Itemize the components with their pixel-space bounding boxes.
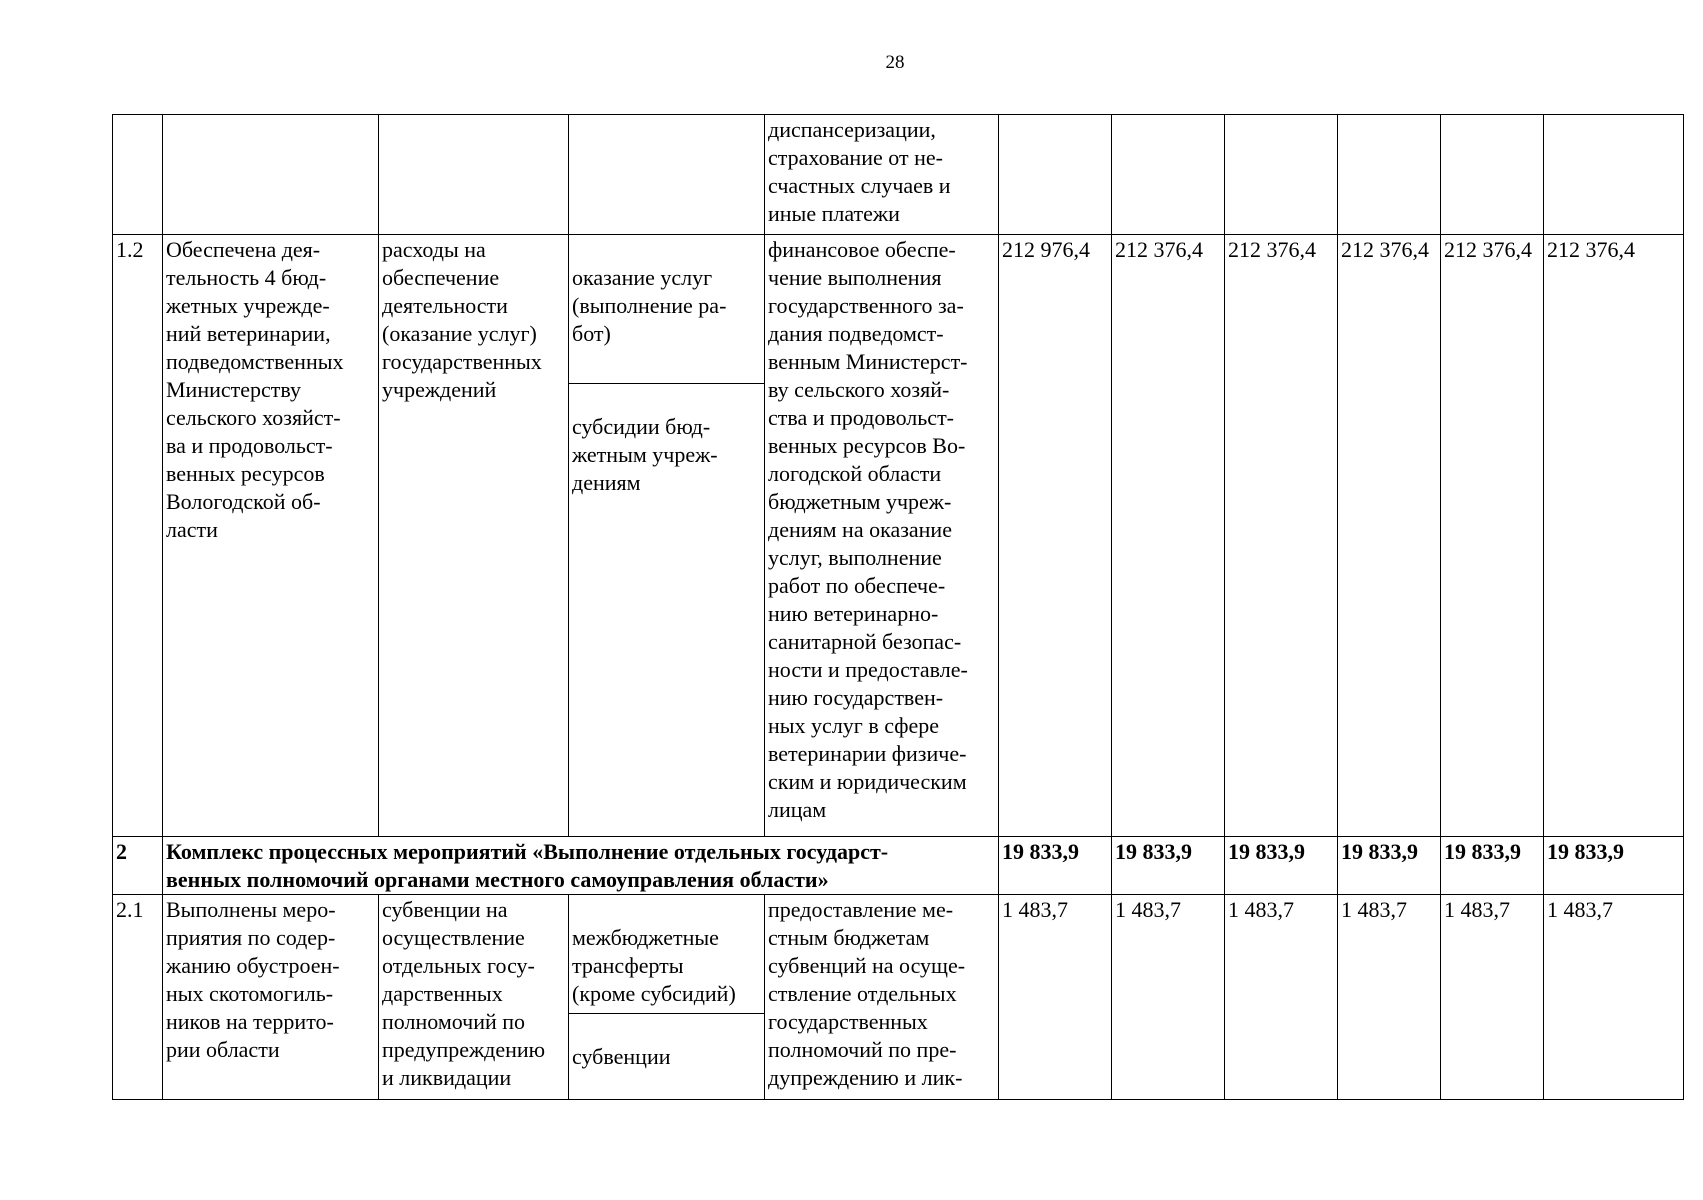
cell-expense-type [379, 115, 569, 235]
expense-kind-top: межбюджетные трансферты (кроме субсидий) [569, 923, 764, 1014]
cell-result [163, 115, 379, 235]
cell-num [113, 115, 163, 235]
value-year-4: 19 833,9 [1338, 837, 1441, 895]
page-number: 28 [885, 52, 905, 73]
cell-value [999, 115, 1112, 235]
row-number: 2.1 [113, 895, 163, 1100]
cell-value [1112, 115, 1225, 235]
value-year-1: 19 833,9 [999, 837, 1112, 895]
expense-kind [569, 895, 765, 1100]
purpose-description: финансовое обеспе- чение выполнения государственного за- дания подведомст- венным Министерст- ву сельского хозяй- ства и продовольст- венных ресурсов Во- логодской области бюджетным учреж- дениям на оказание услуг, выполнение работ по обеспече- нию ветеринарно- санитарной безопас- ности и предоставле- нию государствен- ных услуг в сфере ветеринарии физиче- ским и юридическим лицам [765, 235, 999, 837]
value-year-3: 212 376,4 [1225, 235, 1338, 837]
cell-purpose: диспансеризации, страхование от не- счастных случаев и иные платежи [765, 115, 999, 235]
value-year-5: 212 376,4 [1441, 235, 1544, 837]
value-year-4: 212 376,4 [1338, 235, 1441, 837]
cell-value [1225, 115, 1338, 235]
cell-expense-kind [569, 115, 765, 235]
cell-value [1544, 115, 1684, 235]
cell-value [1338, 115, 1441, 235]
value-year-1: 212 976,4 [999, 235, 1112, 837]
value-year-6: 1 483,7 [1544, 895, 1684, 1100]
cell-value [1441, 115, 1544, 235]
budget-table [112, 114, 1684, 1100]
expense-kind-top: оказание услуг (выполнение ра- бот) [569, 263, 764, 384]
expense-kind [569, 235, 765, 837]
value-year-4: 1 483,7 [1338, 895, 1441, 1100]
expense-kind-bottom: субвенции [572, 1044, 671, 1069]
value-year-3: 19 833,9 [1225, 837, 1338, 895]
result-description: Выполнены меро- приятия по содер- жанию обустроен- ных скотомогиль- ников на террито- рии области [163, 895, 379, 1100]
expense-kind-bottom: субсидии бюд- жетным учреж- дениям [572, 414, 718, 495]
value-year-3: 1 483,7 [1225, 895, 1338, 1100]
table-row-2-1 [113, 895, 1684, 1100]
expense-type: субвенции на осуществление отдельных госу- дарственных полномочий по предупреждению и ликвидации [379, 895, 569, 1100]
value-year-2: 212 376,4 [1112, 235, 1225, 837]
expense-type: расходы на обеспечение деятельности (оказание услуг) государственных учреждений [379, 235, 569, 837]
value-year-6: 19 833,9 [1544, 837, 1684, 895]
value-year-2: 19 833,9 [1112, 837, 1225, 895]
table-row-continuation [113, 115, 1684, 235]
table-row-2 [113, 837, 1684, 895]
row-number: 1.2 [113, 235, 163, 837]
complex-title: Комплекс процессных мероприятий «Выполнение отдельных государст- венных полномочий органами местного самоуправления области» [163, 837, 999, 895]
value-year-5: 19 833,9 [1441, 837, 1544, 895]
row-number: 2 [113, 837, 163, 895]
purpose-description: предоставление ме- стным бюджетам субвенций на осуще- ствление отдельных государственных полномочий по пре- дупреждению и лик- [765, 895, 999, 1100]
value-year-6: 212 376,4 [1544, 235, 1684, 837]
table-row-1-2 [113, 235, 1684, 837]
value-year-1: 1 483,7 [999, 895, 1112, 1100]
value-year-5: 1 483,7 [1441, 895, 1544, 1100]
result-description: Обеспечена дея- тельность 4 бюд- жетных учрежде- ний ветеринарии, подведомственных Министерству сельского хозяйст- ва и продовольст- венных ресурсов Вологодской об- ласти [163, 235, 379, 837]
value-year-2: 1 483,7 [1112, 895, 1225, 1100]
